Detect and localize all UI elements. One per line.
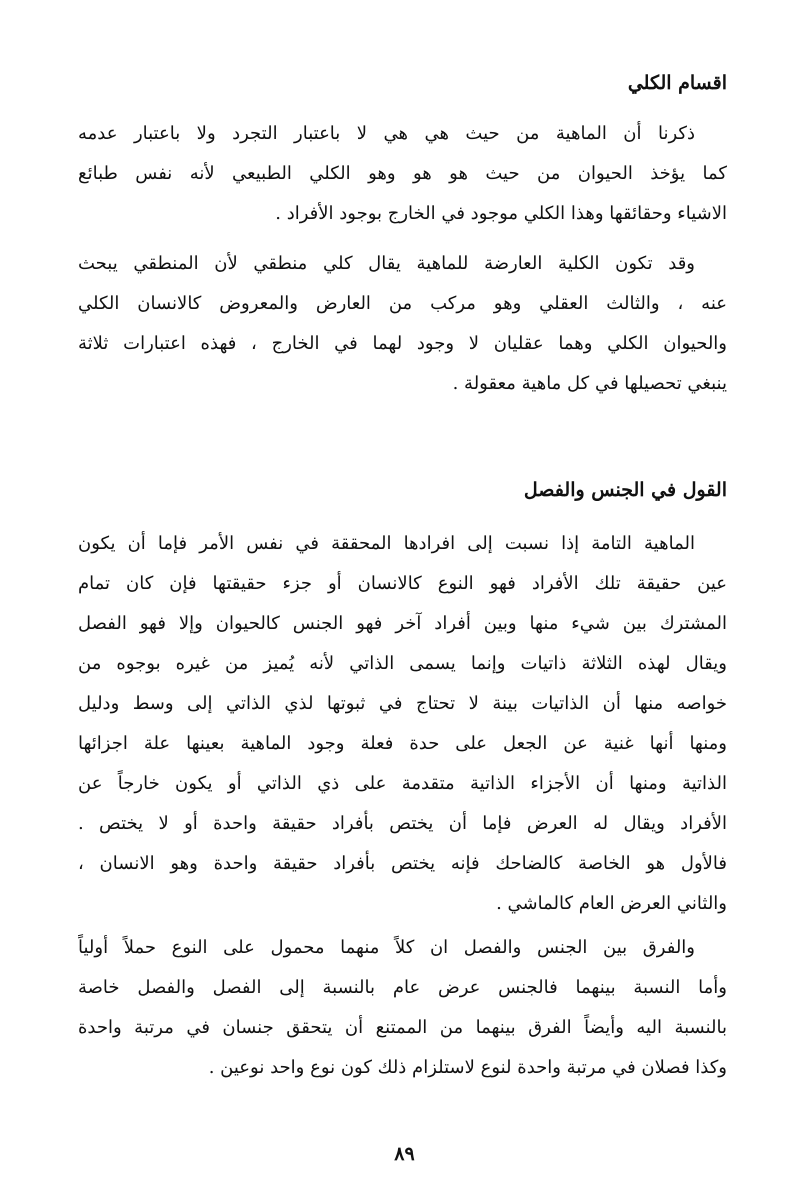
paragraph-line: وأما النسبة بينهما فالجنس عرض عام بالنسبة إلى الفصل والفصل خاصة [78, 977, 727, 998]
paragraph-logical-universal [78, 244, 727, 404]
paragraph-line: وقد تكون الكلية العارضة للماهية يقال كلي منطقي لأن المنطقي يبحث [78, 253, 695, 274]
paragraph-genus-differentia-difference [78, 928, 727, 1088]
paragraph-line: الماهية التامة إذا نسبت إلى افرادها المحققة في نفس الأمر فإما أن يكون [78, 533, 695, 554]
paragraph-line: ذكرنا أن الماهية من حيث هي هي لا باعتبار التجرد ولا باعتبار عدمه [78, 123, 695, 144]
paragraph-line: فالأول هو الخاصة كالضاحك فإنه يختص بأفراد حقيقة واحدة وهو الانسان ، [78, 853, 727, 874]
section-heading-genus-differentia: القول في الجنس والفصل [523, 479, 727, 501]
paragraph-line: ومنها أنها غنية عن الجعل على حدة فعلة وجود الماهية بعينها علة اجزائها [78, 733, 727, 754]
paragraph-line: خواصه منها أن الذاتيات بينة لا تحتاج في ثبوتها لذي الذاتي إلى وسط ودليل [78, 693, 727, 714]
paragraph-complete-quiddity [78, 524, 727, 924]
paragraph-line: الاشياء وحقائقها وهذا الكلي موجود في الخارج بوجود الأفراد . [275, 203, 727, 224]
paragraph-line: الأفراد ويقال له العرض فإما أن يختص بأفراد حقيقة واحدة أو لا يختص . [78, 813, 727, 834]
paragraph-line: كما يؤخذ الحيوان من حيث هو هو وهو الكلي الطبيعي لأنه نفس طبائع [78, 163, 727, 184]
paragraph-line: بالنسبة اليه وأيضاً الفرق بينهما من الممتنع أن يتحقق جنسان في مرتبة واحدة [78, 1017, 727, 1038]
paragraph-line: ويقال لهذه الثلاثة ذاتيات وإنما يسمى الذاتي لأنه يُميز من غيره بوجوه من [78, 653, 727, 674]
paragraph-line: والثاني العرض العام كالماشي . [496, 893, 727, 914]
paragraph-line: والحيوان الكلي وهما عقليان لا وجود لهما في الخارج ، فهذه اعتبارات ثلاثة [78, 333, 727, 354]
paragraph-line: وكذا فصلان في مرتبة واحدة لنوع لاستلزام ذلك كون نوع واحد نوعين . [208, 1057, 727, 1078]
paragraph-line: المشترك بين شيء منها وبين أفراد آخر فهو الجنس كالحيوان وإلا فهو الفصل [78, 613, 727, 634]
paragraph-line: ينبغي تحصيلها في كل ماهية معقولة . [452, 373, 727, 394]
page-number: ٨٩ [394, 1143, 415, 1165]
paragraph-line: والفرق بين الجنس والفصل ان كلاً منهما محمول على النوع حملاً أولياً [78, 937, 695, 958]
paragraph-line: عين حقيقة تلك الأفراد فهو النوع كالانسان أو جزء حقيقتها فإن كان تمام [78, 573, 727, 594]
paragraph-line: الذاتية ومنها أن الأجزاء الذاتية متقدمة على ذي الذاتي أو يكون خارجاً عن [78, 773, 727, 794]
section-heading-universal-divisions: اقسام الكلي [627, 72, 727, 94]
paragraph-line: عنه ، والثالث العقلي وهو مركب من العارض والمعروض كالانسان الكلي [78, 293, 727, 314]
paragraph-quiddity-natural-universal [78, 114, 727, 234]
